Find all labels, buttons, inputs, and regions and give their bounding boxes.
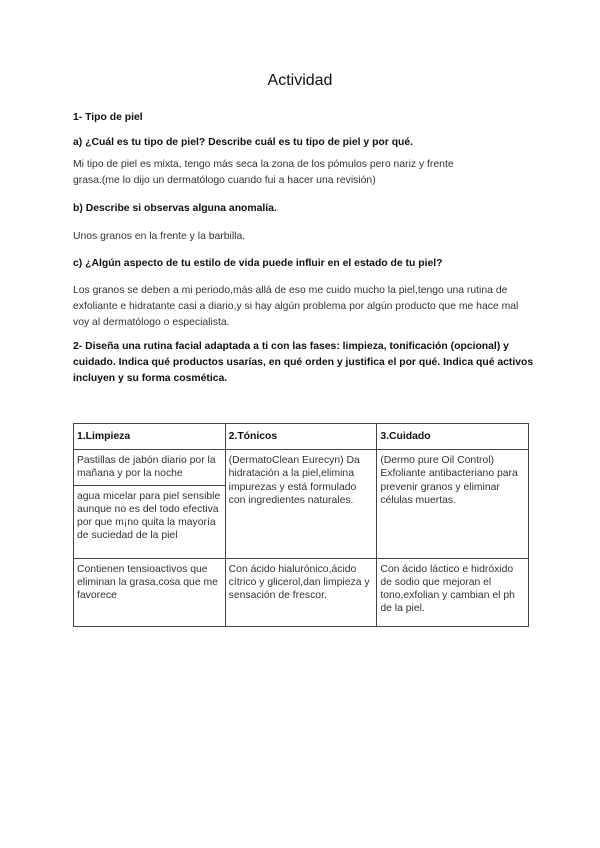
cell-limpieza-2: agua micelar para piel sensible aunque no es del todo efectiva por que m¡no quita la mayoría de suciedad de la piel bbox=[74, 485, 226, 558]
answer-a: Mi tipo de piel es mixta, tengo más seca la zona de los pómulos pero nariz y frente grasa.(me lo dijo un dermatólogo cuando fui a hacer una revisión) bbox=[73, 159, 454, 186]
question-b: b) Describe si observas alguna anomalía. bbox=[73, 203, 277, 214]
page-title: Actividad bbox=[267, 72, 333, 89]
cell-limpieza-1: Pastillas de jabón diario por la mañana y por la noche bbox=[74, 450, 226, 485]
header-cuidado: 3.Cuidado bbox=[377, 424, 529, 450]
table-row bbox=[74, 450, 529, 485]
table-header-row bbox=[74, 424, 529, 450]
answer-b: Unos granos en la frente y la barbilla. bbox=[73, 231, 246, 242]
question-c: c) ¿Algún aspecto de tu estilo de vida puede influir en el estado de tu piel? bbox=[73, 258, 443, 269]
section-2-heading: 2- Diseña una rutina facial adaptada a ti con las fases: limpieza, tonificación (opcional) y cuidado. Indica qué productos usarías, en qué orden y justifica el por qué. Indica qué activos incluyen y su forma cosmética. bbox=[73, 341, 534, 384]
question-a: a) ¿Cuál es tu tipo de piel? Describe cuál es tu tipo de piel y por qué. bbox=[73, 137, 414, 148]
cell-tonicos: (DermatoClean Eurecyn) Da hidratación a la piel,elimina impurezas y está formulado con ingredientes naturales. bbox=[225, 450, 377, 558]
cell-activos-cuidado: Con ácido láctico e hidróxido de sodio que mejoran el tono,exfolian y cambian el ph de la piel. bbox=[377, 558, 529, 626]
cell-cuidado: (Dermo pure Oil Control) Exfoliante antibacteriano para prevenir granos y eliminar células muertas. bbox=[377, 450, 529, 558]
routine-table bbox=[73, 423, 529, 627]
header-tonicos: 2.Tónicos bbox=[225, 424, 377, 450]
header-limpieza: 1.Limpieza bbox=[74, 424, 226, 450]
section-1-heading: 1- Tipo de piel bbox=[73, 112, 143, 123]
answer-c: Los granos se deben a mi periodo,más allá de eso me cuido mucho la piel,tengo una rutina de exfoliante e hidratante casi a diario,y si hay algún problema por algún producto que me hace mal voy al dermatólogo o especialista. bbox=[73, 285, 519, 328]
table-row bbox=[74, 558, 529, 626]
cell-activos-tonicos: Con ácido hialurónico,ácido cítrico y glicerol,dan limpieza y sensación de frescor. bbox=[225, 558, 377, 626]
cell-activos-limpieza: Contienen tensioactivos que eliminan la grasa,cosa que me favorece bbox=[74, 558, 226, 626]
